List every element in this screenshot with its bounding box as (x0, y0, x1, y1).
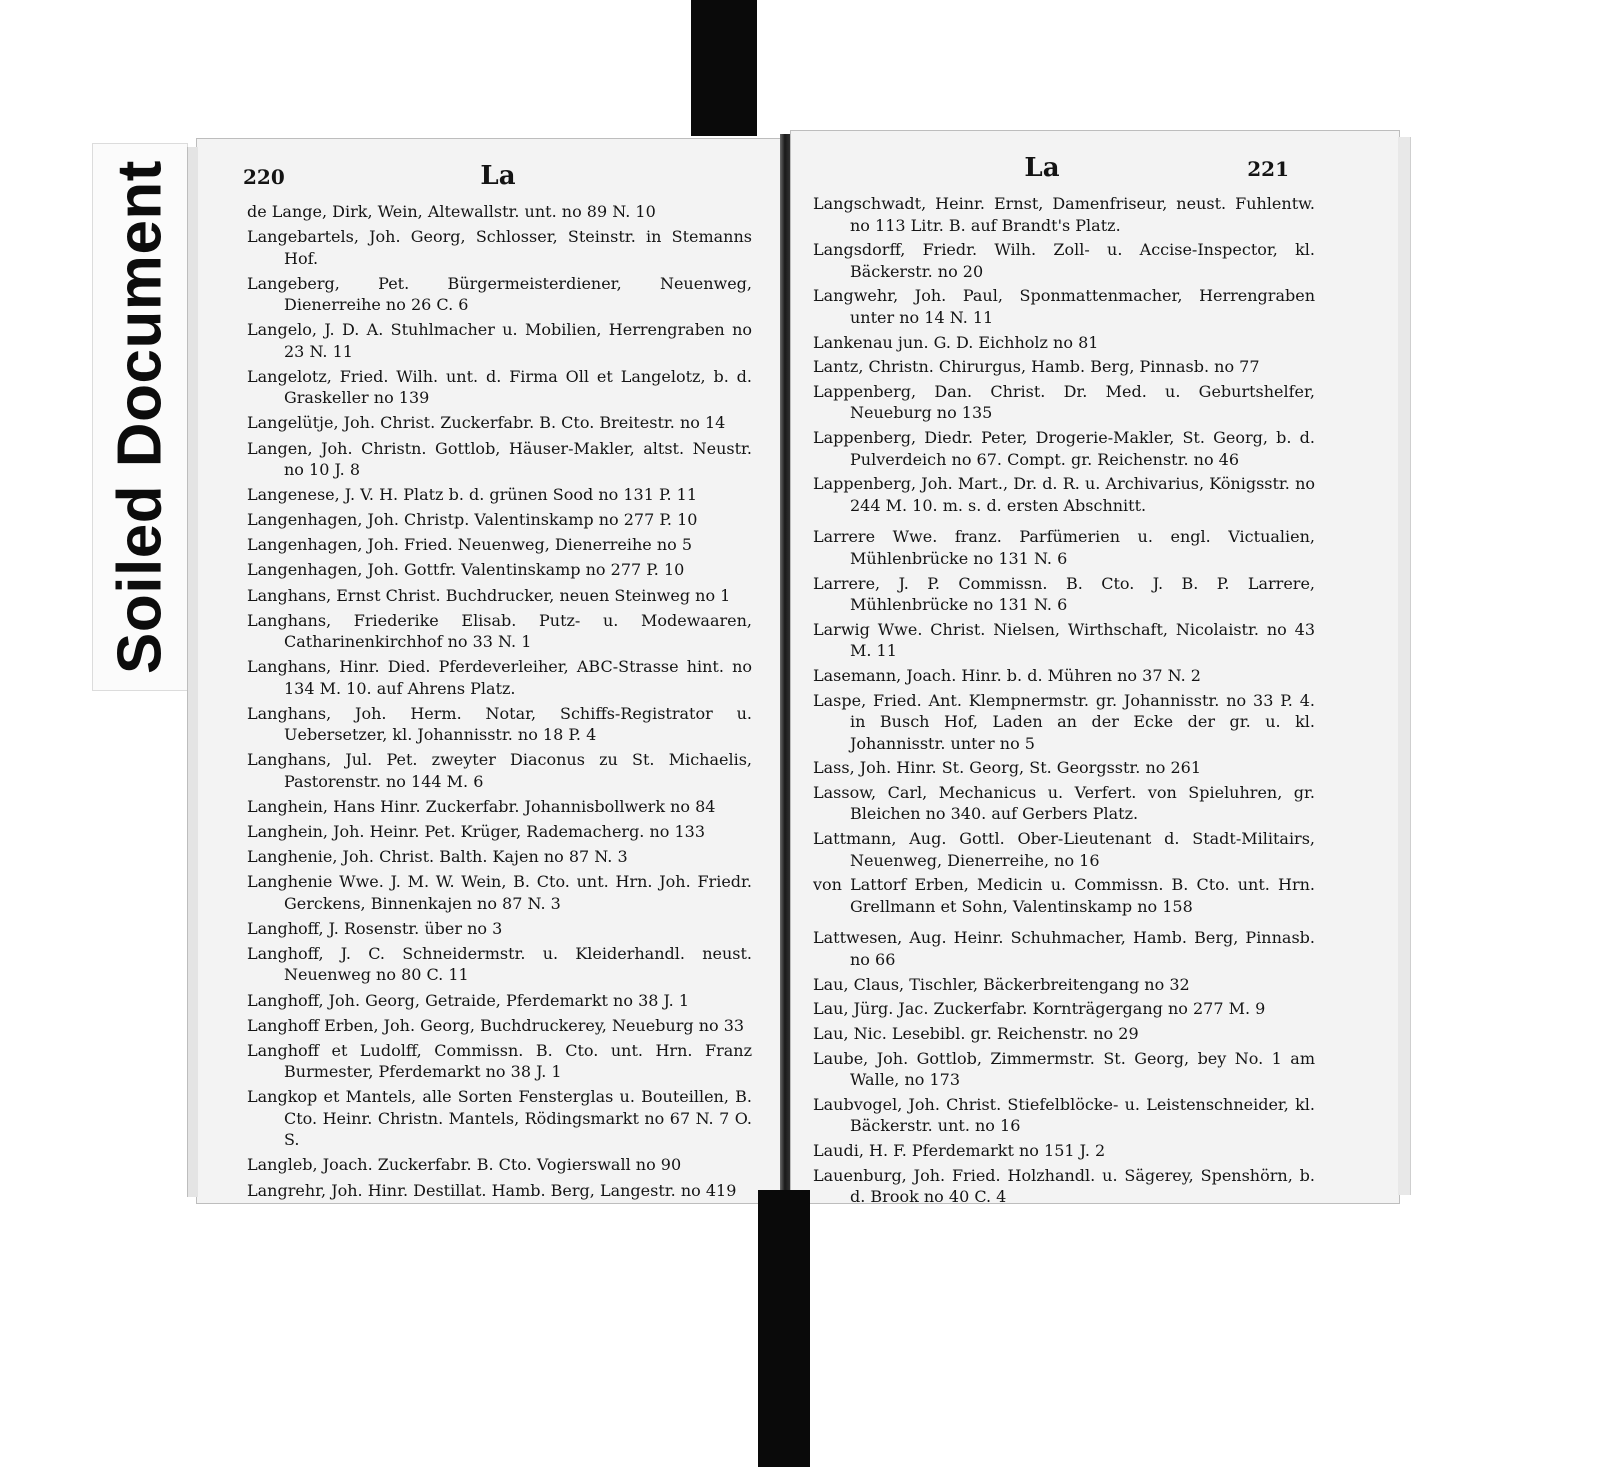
directory-entry: Langleb, Joach. Zuckerfabr. B. Cto. Vogierswall no 90 (247, 1155, 682, 1175)
directory-entry: Langhein, Hans Hinr. Zuckerfabr. Johannisbollwerk no 84 (247, 797, 716, 816)
directory-entry: Lau, Claus, Tischler, Bäckerbreitengang no 32 (813, 974, 1190, 994)
directory-entry: Laubvogel, Joh. Christ. Stiefelblöcke- u. Leistenschneider, kl. Bäckerstr. unt. no 16 (813, 1094, 1315, 1136)
directory-entry: Laudi, H. F. Pferdemarkt no 151 J. 2 (813, 1140, 1106, 1160)
directory-entry: Lattmann, Aug. Gottl. Ober-Lieutenant d. Stadt-Militairs, Neuenweg, Dienerreihe, no 16 (813, 829, 1315, 870)
directory-entry: Lasemann, Joach. Hinr. b. d. Mühren no 37 N. 2 (813, 665, 1201, 685)
directory-entry: Langrehr, Joh. Hinr. Destillat. Hamb. Berg, Langestr. no 419 (247, 1180, 737, 1200)
directory-entry: Laube, Joh. Gottlob, Zimmermstr. St. Georg, bey No. 1 am Walle, no 173 (813, 1048, 1315, 1090)
directory-entry: Langebartels, Joh. Georg, Schlosser, Steinstr. in Stemanns Hof. (247, 227, 752, 268)
directory-entries (813, 193, 1315, 1211)
directory-entry: Langhoff, Joh. Georg, Getraide, Pferdemarkt no 38 J. 1 (247, 990, 690, 1010)
directory-entry: Langschwadt, Heinr. Ernst, Damenfriseur, neust. Fuhlentw. no 113 Litr. B. auf Brandt's Platz. (813, 194, 1315, 235)
directory-entry: Langelo, J. D. A. Stuhlmacher u. Mobilien, Herrengraben no 23 N. 11 (247, 320, 752, 361)
directory-entry: Langhans, Ernst Christ. Buchdrucker, neuen Steinweg no 1 (247, 585, 731, 605)
directory-entry: Langhoff, J. Rosenstr. über no 3 (247, 918, 503, 938)
page-header (197, 161, 781, 195)
directory-entry: Langenhagen, Joh. Fried. Neuenweg, Dienerreihe no 5 (247, 535, 693, 555)
directory-entry: Lappenberg, Diedr. Peter, Drogerie-Makler, St. Georg, b. d. Pulverdeich no 67. Compt. gr. Reichenstr. no 46 (813, 428, 1315, 469)
section-heading: La (1024, 153, 1060, 183)
directory-entry: von Lattorf Erben, Medicin u. Commissn. B. Cto. unt. Hrn. Grellmann et Sohn, Valentinskamp no 158 (813, 875, 1315, 916)
binding-ribbon-bottom (758, 1190, 810, 1467)
directory-entry: Langhans, Hinr. Died. Pferdeverleiher, ABC-Strasse hint. no 134 M. 10. auf Ahrens Platz. (247, 657, 752, 698)
left-page (196, 138, 782, 1204)
directory-entry: Langenese, J. V. H. Platz b. d. grünen Sood no 131 P. 11 (247, 485, 698, 505)
directory-entry: Larwig Wwe. Christ. Nielsen, Wirthschaft, Nicolaistr. no 43 M. 11 (813, 619, 1315, 661)
directory-entry: Lappenberg, Dan. Christ. Dr. Med. u. Geburtshelfer, Neueburg no 135 (813, 381, 1315, 423)
directory-entry: Langsdorff, Friedr. Wilh. Zoll- u. Accise-Inspector, kl. Bäckerstr. no 20 (813, 240, 1315, 281)
directory-entry: Langelütje, Joh. Christ. Zuckerfabr. B. Cto. Breitestr. no 14 (247, 413, 726, 433)
label-text: Soiled Document (105, 160, 175, 674)
directory-entry: Langkop et Mantels, alle Sorten Fensterglas u. Bouteillen, B. Cto. Heinr. Christn. Mantels, Rödingsmarkt no 67 N. 7 O. S. (247, 1087, 752, 1150)
directory-entry: Lass, Joh. Hinr. St. Georg, St. Georgsstr. no 261 (813, 758, 1202, 778)
directory-entry: Langhein, Joh. Heinr. Pet. Krüger, Rademacherg. no 133 (247, 822, 706, 842)
right-page (790, 130, 1400, 1207)
directory-entries (247, 201, 752, 1205)
directory-entry: Langeberg, Pet. Bürgermeisterdiener, Neuenweg, Dienerreihe no 26 C. 6 (247, 273, 752, 315)
directory-entry: Langenhagen, Joh. Christp. Valentinskamp no 277 P. 10 (247, 510, 698, 530)
directory-entry: Lauenburg, Joh. Fried. Holzhandl. u. Sägerey, Spenshörn, b. d. Brook no 40 C. 4 (813, 1165, 1315, 1207)
directory-entry: Lappenberg, Joh. Mart., Dr. d. R. u. Archivarius, Königsstr. no 244 M. 10. m. s. d. ersten Abschnitt. (813, 474, 1315, 515)
section-heading: La (480, 161, 516, 191)
directory-entry: Larrere Wwe. franz. Parfümerien u. engl. Victualien, Mühlenbrücke no 131 N. 6 (813, 527, 1315, 568)
soiled-document-label (92, 143, 188, 691)
directory-entry: Langhenie, Joh. Christ. Balth. Kajen no 87 N. 3 (247, 847, 628, 867)
directory-entry: Lau, Nic. Lesebibl. gr. Reichenstr. no 29 (813, 1023, 1139, 1043)
page-header (791, 153, 1399, 187)
page-number: 220 (243, 165, 285, 189)
directory-entry: Larrere, J. P. Commissn. B. Cto. J. B. P. Larrere, Mühlenbrücke no 131 N. 6 (813, 573, 1315, 614)
directory-entry: Langwehr, Joh. Paul, Sponmattenmacher, Herrengraben unter no 14 N. 11 (813, 286, 1315, 327)
directory-entry: Langhoff et Ludolff, Commissn. B. Cto. unt. Hrn. Franz Burmester, Pferdemarkt no 38 J. 1 (247, 1040, 752, 1082)
directory-entry: Lattwesen, Aug. Heinr. Schuhmacher, Hamb. Berg, Pinnasb. no 66 (813, 928, 1315, 969)
directory-entry: Lankenau jun. G. D. Eichholz no 81 (813, 332, 1099, 352)
directory-entry: Langhoff, J. C. Schneidermstr. u. Kleiderhandl. neust. Neuenweg no 80 C. 11 (247, 943, 752, 985)
directory-entry: Lau, Jürg. Jac. Zuckerfabr. Kornträgergang no 277 M. 9 (813, 999, 1266, 1019)
directory-entry: Langhans, Friederike Elisab. Putz- u. Modewaaren, Catharinenkirchhof no 33 N. 1 (247, 610, 752, 652)
directory-entry: Langhenie Wwe. J. M. W. Wein, B. Cto. unt. Hrn. Joh. Friedr. Gerckens, Binnenkajen no 87 N. 3 (247, 872, 752, 913)
directory-entry: Langhoff Erben, Joh. Georg, Buchdruckerey, Neueburg no 33 (247, 1015, 745, 1035)
directory-entry: Langenhagen, Joh. Gottfr. Valentinskamp no 277 P. 10 (247, 560, 685, 580)
directory-entry: Langelotz, Fried. Wilh. unt. d. Firma Oll et Langelotz, b. d. Graskeller no 139 (247, 366, 752, 408)
directory-entry: Lantz, Christn. Chirurgus, Hamb. Berg, Pinnasb. no 77 (813, 357, 1260, 377)
page-number: 221 (1247, 157, 1289, 181)
directory-entry: Langhans, Jul. Pet. zweyter Diaconus zu St. Michaelis, Pastorenstr. no 144 M. 6 (247, 750, 752, 791)
binding-ribbon-top (691, 0, 757, 136)
directory-entry: Langen, Joh. Christn. Gottlob, Häuser-Makler, altst. Neustr. no 10 J. 8 (247, 438, 752, 480)
directory-entry: Lassow, Carl, Mechanicus u. Verfert. von Spieluhren, gr. Bleichen no 340. auf Gerbers Platz. (813, 782, 1315, 824)
directory-entry: Laspe, Fried. Ant. Klempnermstr. gr. Johannisstr. no 33 P. 4. in Busch Hof, Laden an der Ecke der gr. u. kl. Johannisstr. unter no 5 (813, 690, 1315, 753)
directory-entry: Langhans, Joh. Herm. Notar, Schiffs-Registrator u. Uebersetzer, kl. Johannisstr. no 18 P. 4 (247, 703, 752, 745)
directory-entry: de Lange, Dirk, Wein, Altewallstr. unt. no 89 N. 10 (247, 202, 656, 221)
